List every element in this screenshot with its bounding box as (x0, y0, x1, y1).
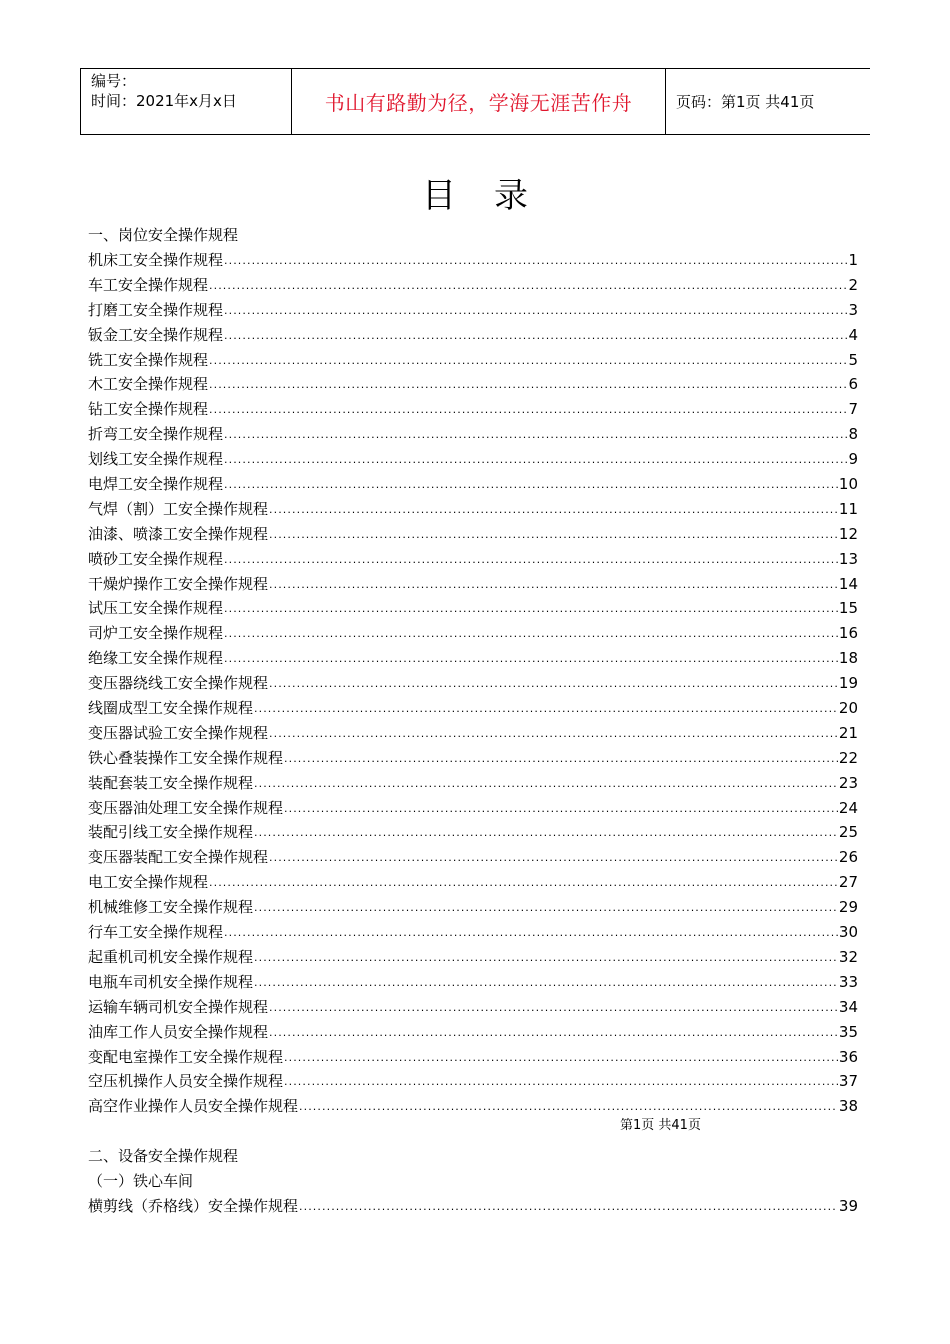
toc-entry-page: 13 (838, 549, 858, 568)
toc-entry[interactable] (88, 673, 858, 698)
toc-leader-dots (224, 599, 838, 619)
toc-leader-dots (254, 774, 838, 794)
toc-leader-dots (224, 450, 847, 470)
toc-entry[interactable] (88, 972, 858, 997)
toc-entry-page: 5 (848, 350, 858, 369)
toc-leader-dots (269, 1023, 838, 1043)
toc-entry-page: 34 (838, 997, 858, 1016)
toc-entry-page: 21 (838, 723, 858, 742)
toc-section2 (88, 1196, 858, 1221)
toc-entry-label: 变配电室操作工安全操作规程 (88, 1047, 284, 1066)
toc-leader-dots (269, 848, 838, 868)
toc-entry-page: 18 (838, 649, 858, 668)
toc-entry-label: 电瓶车司机安全操作规程 (88, 972, 254, 991)
toc-entry-page: 16 (838, 624, 858, 643)
toc-entry-page: 11 (838, 499, 858, 518)
toc-entry[interactable] (88, 947, 858, 972)
toc-leader-dots (209, 873, 838, 893)
toc-entry-page: 12 (838, 524, 858, 543)
toc-leader-dots (254, 823, 838, 843)
section2-subheading: （一）铁心车间 (88, 1172, 194, 1190)
toc-entry-label: 钣金工安全操作规程 (88, 325, 224, 344)
toc-entry-label: 绝缘工安全操作规程 (88, 649, 224, 668)
toc-leader-dots (269, 724, 838, 744)
toc-entry-label: 起重机司机安全操作规程 (88, 947, 254, 966)
toc-entry[interactable] (88, 598, 858, 623)
toc-leader-dots (224, 624, 838, 644)
toc-entry[interactable] (88, 872, 858, 897)
toc-entry[interactable] (88, 325, 858, 350)
toc-leader-dots (224, 923, 838, 943)
toc-entry-page: 22 (838, 748, 858, 767)
toc-leader-dots (209, 400, 847, 420)
toc-entry[interactable] (88, 275, 858, 300)
toc-entry-page: 30 (838, 923, 858, 942)
toc-entry-page: 1 (848, 251, 858, 269)
toc-entry-label: 气焊（割）工安全操作规程 (88, 499, 269, 518)
toc-entry-page: 3 (848, 300, 858, 319)
toc-entry-label: 装配套装工安全操作规程 (88, 773, 254, 792)
toc-entry[interactable] (88, 723, 858, 748)
toc-entry-label: 电工安全操作规程 (88, 873, 209, 892)
toc-entry-label: 高空作业操作人员安全操作规程 (88, 1097, 299, 1116)
toc-leader-dots (224, 425, 847, 445)
toc-leader-dots (284, 1072, 838, 1092)
toc-leader-dots (209, 351, 847, 371)
toc-leader-dots (224, 550, 838, 570)
toc-entry-label: 划线工安全操作规程 (88, 450, 224, 469)
toc-entry-label: 空压机操作人员安全操作规程 (88, 1072, 284, 1091)
toc-entry[interactable] (88, 549, 858, 574)
toc-entry-page: 26 (838, 848, 858, 867)
toc-entry[interactable] (88, 1196, 858, 1221)
toc-entry[interactable] (88, 922, 858, 947)
toc-entry-label: 铣工安全操作规程 (88, 350, 209, 369)
toc-entry[interactable] (88, 897, 858, 922)
toc-entry-label: 运输车辆司机安全操作规程 (88, 997, 269, 1016)
toc-leader-dots (209, 276, 847, 296)
toc-entry[interactable] (88, 798, 858, 823)
footer-page-number: 第1页 共41页 (620, 1118, 701, 1133)
toc-entry[interactable] (88, 1047, 858, 1072)
toc-leader-dots (284, 749, 838, 769)
toc-entry-label: 横剪线（乔格线）安全操作规程 (88, 1197, 299, 1215)
toc-entry-label: 司炉工安全操作规程 (88, 624, 224, 643)
toc-entry-page: 10 (838, 475, 858, 494)
motto: 书山有路勤为径，学海无涯苦作舟 (292, 69, 666, 135)
toc-entry-page: 15 (838, 599, 858, 618)
toc-section1 (88, 250, 858, 1121)
toc-entry[interactable] (88, 449, 858, 474)
toc-leader-dots (254, 898, 838, 918)
time-label: 时间：2021年x月x日 (91, 92, 237, 110)
toc-entry[interactable] (88, 773, 858, 798)
toc-entry-page: 33 (838, 972, 858, 991)
toc-entry[interactable] (88, 698, 858, 723)
toc-entry[interactable] (88, 474, 858, 499)
toc-entry-page: 23 (838, 773, 858, 792)
toc-entry-page: 24 (838, 798, 858, 817)
toc-leader-dots (224, 301, 847, 321)
toc-entry-label: 油漆、喷漆工安全操作规程 (88, 524, 269, 543)
toc-leader-dots (224, 326, 847, 346)
toc-entry[interactable] (88, 524, 858, 549)
toc-entry-page: 37 (838, 1072, 858, 1091)
toc-entry-label: 喷砂工安全操作规程 (88, 549, 224, 568)
toc-entry[interactable] (88, 424, 858, 449)
toc-entry[interactable] (88, 847, 858, 872)
toc-entry-label: 装配引线工安全操作规程 (88, 823, 254, 842)
toc-entry-page: 4 (848, 325, 858, 344)
toc-entry-label: 木工安全操作规程 (88, 375, 209, 394)
toc-leader-dots (299, 1197, 838, 1217)
toc-leader-dots (269, 674, 838, 694)
toc-leader-dots (224, 251, 847, 271)
toc-entry-label: 变压器装配工安全操作规程 (88, 848, 269, 867)
toc-entry-page: 9 (848, 450, 858, 469)
toc-leader-dots (254, 973, 838, 993)
toc-entry[interactable] (88, 822, 858, 847)
toc-entry-page: 38 (838, 1097, 858, 1116)
toc-entry-page: 20 (838, 699, 858, 718)
toc-entry[interactable] (88, 623, 858, 648)
toc-entry-label: 机械维修工安全操作规程 (88, 898, 254, 917)
toc-entry-page: 2 (848, 275, 858, 294)
toc-entry-label: 铁心叠装操作工安全操作规程 (88, 748, 284, 767)
toc-entry[interactable] (88, 499, 858, 524)
toc-entry-page: 8 (848, 425, 858, 444)
toc-entry-label: 电焊工安全操作规程 (88, 475, 224, 494)
toc-entry-label: 干燥炉操作工安全操作规程 (88, 574, 269, 593)
toc-entry-page: 7 (848, 400, 858, 419)
toc-entry[interactable] (88, 1096, 858, 1121)
toc-entry-label: 打磨工安全操作规程 (88, 300, 224, 319)
toc-leader-dots (269, 575, 838, 595)
toc-leader-dots (269, 998, 838, 1018)
toc-entry-label: 变压器油处理工安全操作规程 (88, 798, 284, 817)
toc-leader-dots (269, 500, 838, 520)
toc-entry[interactable] (88, 997, 858, 1022)
toc-entry[interactable] (88, 300, 858, 325)
toc-entry-page: 19 (838, 674, 858, 693)
section2-heading: 二、设备安全操作规程 (88, 1147, 239, 1165)
toc-entry-page: 36 (838, 1047, 858, 1066)
toc-entry[interactable] (88, 574, 858, 599)
toc-leader-dots (224, 649, 838, 669)
toc-entry-page: 14 (838, 574, 858, 593)
toc-entry-label: 变压器试验工安全操作规程 (88, 723, 269, 742)
toc-entry-label: 试压工安全操作规程 (88, 599, 224, 618)
page-info: 页码：第1页 共41页 (666, 69, 871, 135)
toc-entry[interactable] (88, 250, 858, 275)
toc-leader-dots (269, 525, 838, 545)
toc-entry-page: 6 (848, 375, 858, 394)
toc-entry[interactable] (88, 1071, 858, 1096)
toc-entry-page: 35 (838, 1022, 858, 1041)
toc-entry-label: 线圈成型工安全操作规程 (88, 699, 254, 718)
toc-leader-dots (284, 799, 838, 819)
toc-entry-label: 折弯工安全操作规程 (88, 425, 224, 444)
toc-entry-page: 27 (838, 873, 858, 892)
toc-entry-page: 29 (838, 898, 858, 917)
header-info-cell (81, 69, 292, 135)
page-title: 目录 (422, 176, 566, 216)
toc-entry[interactable] (88, 648, 858, 673)
section1-heading: 一、岗位安全操作规程 (88, 226, 239, 244)
toc-leader-dots (254, 699, 838, 719)
toc-entry-page: 25 (838, 823, 858, 842)
toc-entry-label: 油库工作人员安全操作规程 (88, 1022, 269, 1041)
number-label: 编号： (91, 72, 137, 90)
toc-entry-label: 机床工安全操作规程 (88, 251, 224, 269)
toc-entry[interactable] (88, 1022, 858, 1047)
header-table (80, 68, 870, 135)
toc-leader-dots (209, 375, 847, 395)
toc-entry-label: 行车工安全操作规程 (88, 923, 224, 942)
toc-leader-dots (254, 948, 838, 968)
toc-leader-dots (284, 1048, 838, 1068)
toc-entry-label: 钻工安全操作规程 (88, 400, 209, 419)
toc-entry-page: 32 (838, 947, 858, 966)
toc-entry[interactable] (88, 748, 858, 773)
toc-entry-page: 39 (838, 1197, 858, 1215)
toc-leader-dots (224, 475, 838, 495)
toc-entry[interactable] (88, 350, 858, 375)
toc-entry[interactable] (88, 399, 858, 424)
toc-leader-dots (299, 1097, 838, 1117)
toc-entry-label: 变压器绕线工安全操作规程 (88, 674, 269, 693)
toc-entry-label: 车工安全操作规程 (88, 275, 209, 294)
toc-entry[interactable] (88, 374, 858, 399)
